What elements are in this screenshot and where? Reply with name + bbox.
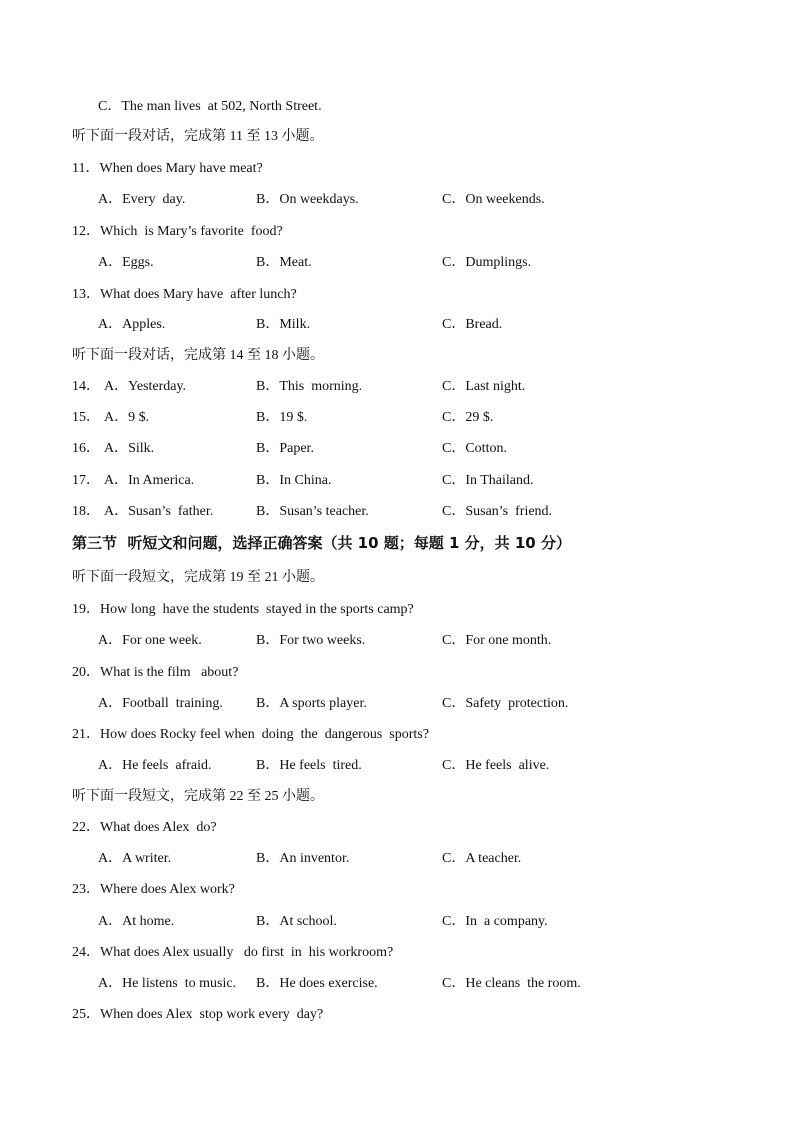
numbered-question-row xyxy=(72,472,712,490)
option-c: C．Safety protection. xyxy=(442,696,569,711)
option-a: A．9 $. xyxy=(104,410,150,425)
question-line: 11．When does Mary have meat? xyxy=(72,161,263,176)
option-a: A．He listens to music. xyxy=(98,976,237,991)
question-line: 13．What does Mary have after lunch? xyxy=(72,287,297,302)
option-a: A．Yesterday. xyxy=(104,379,187,394)
option-b: B．For two weeks. xyxy=(256,633,366,648)
numbered-question-row xyxy=(72,440,712,458)
option-c: C．Bread. xyxy=(442,317,503,332)
question-number: 15． xyxy=(72,410,100,425)
instruction-line: 听下面一段对话，完成第 11 至 13 小题。 xyxy=(72,129,324,144)
option-b: B．An inventor. xyxy=(256,851,350,866)
option-a: A．At home. xyxy=(98,914,175,929)
option-c: C．In a company. xyxy=(442,914,548,929)
option-b: B．At school. xyxy=(256,914,337,929)
numbered-question-row xyxy=(72,503,712,521)
question-number: 16． xyxy=(72,441,100,456)
option-c: C．Cotton. xyxy=(442,441,507,456)
option-a: A．For one week. xyxy=(98,633,202,648)
numbered-question-row xyxy=(72,378,712,396)
option-a: A．Every day. xyxy=(98,192,186,207)
options-row xyxy=(98,695,698,713)
options-row xyxy=(98,632,698,650)
option-b: B．Milk. xyxy=(256,317,311,332)
options-row xyxy=(98,913,698,931)
option-b: B．On weekdays. xyxy=(256,192,359,207)
instruction-line: 听下面一段对话，完成第 14 至 18 小题。 xyxy=(72,348,324,363)
option-c: C．Dumplings. xyxy=(442,255,532,270)
instruction-line: 听下面一段短文，完成第 22 至 25 小题。 xyxy=(72,789,324,804)
question-number: 18． xyxy=(72,504,100,519)
option-line: C．The man lives at 502, North Street. xyxy=(98,99,322,114)
section-heading: 第三节 听短文和问题，选择正确答案（共 10 题；每题 1 分，共 10 分） xyxy=(72,534,571,552)
question-line: 22．What does Alex do? xyxy=(72,820,217,835)
option-b: B．Susan’s teacher. xyxy=(256,504,369,519)
question-line: 23．Where does Alex work? xyxy=(72,882,235,897)
options-row xyxy=(98,316,698,334)
option-c: C．Last night. xyxy=(442,379,526,394)
option-c: C．He feels alive. xyxy=(442,758,550,773)
question-line: 12．Which is Mary’s favorite food? xyxy=(72,224,283,239)
option-a: A．A writer. xyxy=(98,851,172,866)
options-row xyxy=(98,975,698,993)
options-row xyxy=(98,757,698,775)
option-c: C．Susan’s friend. xyxy=(442,504,553,519)
option-b: B．In China. xyxy=(256,473,332,488)
question-line: 24．What does Alex usually do first in his workroom? xyxy=(72,945,394,960)
option-a: A．In America. xyxy=(104,473,195,488)
option-b: B．A sports player. xyxy=(256,696,367,711)
question-number: 14． xyxy=(72,379,100,394)
question-line: 20．What is the film about? xyxy=(72,665,239,680)
option-c: C．29 $. xyxy=(442,410,494,425)
question-line: 21．How does Rocky feel when doing the dangerous sports? xyxy=(72,727,429,742)
question-number: 17． xyxy=(72,473,100,488)
option-b: B．19 $. xyxy=(256,410,308,425)
option-c: C．In Thailand. xyxy=(442,473,534,488)
option-c: C．On weekends. xyxy=(442,192,545,207)
option-b: B．This morning. xyxy=(256,379,363,394)
instruction-line: 听下面一段短文，完成第 19 至 21 小题。 xyxy=(72,570,324,585)
options-row xyxy=(98,191,698,209)
option-b: B．Paper. xyxy=(256,441,314,456)
option-a: A．Eggs. xyxy=(98,255,154,270)
numbered-question-row xyxy=(72,409,712,427)
option-a: A．Apples. xyxy=(98,317,166,332)
question-line: 25．When does Alex stop work every day? xyxy=(72,1007,324,1022)
options-row xyxy=(98,850,698,868)
option-c: C．A teacher. xyxy=(442,851,522,866)
option-a: A．He feels afraid. xyxy=(98,758,212,773)
option-a: A．Silk. xyxy=(104,441,155,456)
question-line: 19．How long have the students stayed in the sports camp? xyxy=(72,602,414,617)
option-b: B．He does exercise. xyxy=(256,976,378,991)
option-c: C．He cleans the room. xyxy=(442,976,581,991)
options-row xyxy=(98,254,698,272)
option-b: B．He feels tired. xyxy=(256,758,362,773)
option-b: B．Meat. xyxy=(256,255,312,270)
option-a: A．Football training. xyxy=(98,696,223,711)
option-c: C．For one month. xyxy=(442,633,552,648)
option-a: A．Susan’s father. xyxy=(104,504,214,519)
